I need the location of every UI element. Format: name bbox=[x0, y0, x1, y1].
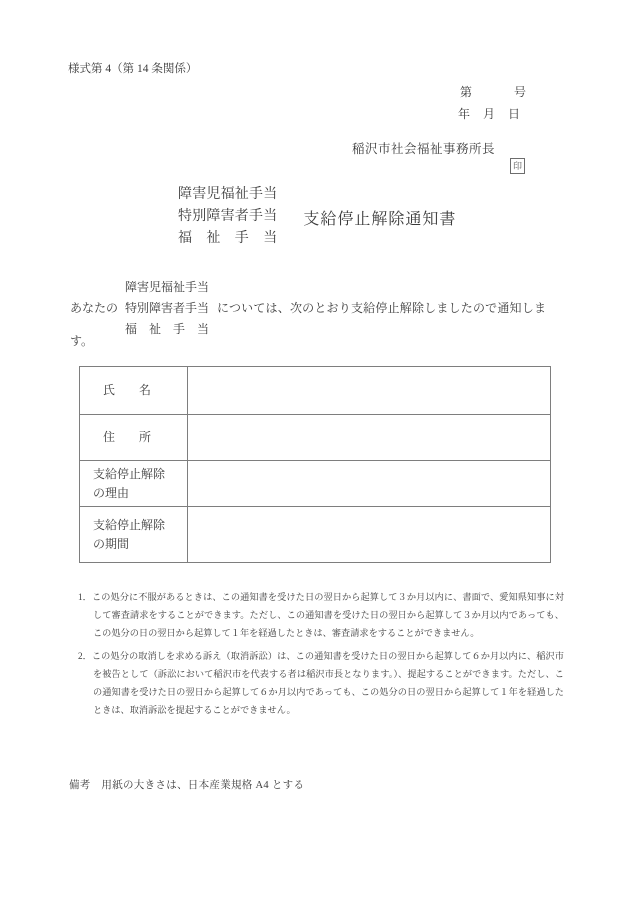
note-appeal bbox=[78, 588, 564, 642]
address-label-text: 住 所 bbox=[103, 430, 152, 444]
reason-label-line1: 支給停止解除 bbox=[93, 466, 166, 481]
table-row-period bbox=[80, 507, 550, 562]
note-1-text: この処分に不服があるときは、この通知書を受けた日の翌日から起算して３か月以内に、書面で、愛知県知事に対して審査請求をすることができます。ただし、この通知書を受けた日の翌日から起算して３か月以内であっても、この処分の日の翌日から起算して１年を経過したときは、審査請求をすることができません。 bbox=[91, 592, 564, 638]
recipient-info-table bbox=[79, 366, 551, 563]
title-allowance-2: 特別障害者手当 bbox=[178, 209, 278, 224]
note-2-number: 2． bbox=[78, 651, 92, 661]
body-text-line1: については、次のとおり支給停止解除しましたので通知しま bbox=[217, 301, 547, 315]
body-allowance-3: 福 祉 手 当 bbox=[125, 322, 210, 336]
title-allowance-3: 福 祉 手 当 bbox=[178, 231, 278, 246]
table-row-address bbox=[80, 415, 550, 461]
title-block bbox=[178, 184, 456, 250]
note-2-text: この処分の取消しを求める訴え（取消訴訟）は、この通知書を受けた日の翌日から起算して６か月以内に、稲沢市を被告として（訴訟において稲沢市を代表する者は稲沢市長となります。）、提起することができます。ただし、この通知書を受けた日の翌日から起算して６か月以内であっても、この処分の日の翌日から起算して１年を経過したときは、取消訴訟を提起することができません。 bbox=[91, 651, 564, 715]
remarks-line: 備考 用紙の大きさは、日本産業規格 A4 とする bbox=[69, 780, 305, 791]
body-allowance-2: 特別障害者手当 bbox=[125, 301, 210, 315]
title-allowance-stack bbox=[178, 184, 277, 250]
name-label-text: 氏 名 bbox=[103, 383, 152, 397]
table-row-reason bbox=[80, 461, 550, 507]
body-allowance-1: 障害児福祉手当 bbox=[125, 280, 210, 294]
legal-notes bbox=[78, 588, 564, 724]
reason-label bbox=[80, 461, 188, 506]
body-allowance-stack bbox=[125, 277, 209, 340]
period-value-cell bbox=[188, 507, 550, 562]
note-lawsuit bbox=[78, 647, 564, 719]
name-label bbox=[80, 367, 188, 414]
period-label-line2: の期間 bbox=[93, 536, 130, 551]
body-prefix: あなたの bbox=[70, 301, 119, 315]
note-1-number: 1． bbox=[78, 592, 92, 602]
reason-label-line2: の理由 bbox=[93, 485, 130, 500]
body-text-line2: す。 bbox=[70, 334, 94, 348]
title-allowance-1: 障害児福祉手当 bbox=[178, 187, 278, 202]
sender-title: 稲沢市社会福祉事務所長 bbox=[352, 142, 496, 156]
address-label bbox=[80, 415, 188, 460]
document-title: 支給停止解除通知書 bbox=[303, 210, 457, 228]
form-number: 様式第 4（第 14 条関係） bbox=[68, 63, 198, 75]
document-number-line: 第 号 bbox=[460, 85, 528, 99]
reason-value-cell bbox=[188, 461, 550, 506]
address-value-cell bbox=[188, 415, 550, 460]
period-label-line1: 支給停止解除 bbox=[93, 517, 166, 532]
date-line: 年 月 日 bbox=[458, 107, 521, 121]
name-value-cell bbox=[188, 367, 550, 414]
seal-mark: 印 bbox=[510, 158, 525, 174]
table-row-name bbox=[80, 367, 550, 415]
period-label bbox=[80, 507, 188, 562]
